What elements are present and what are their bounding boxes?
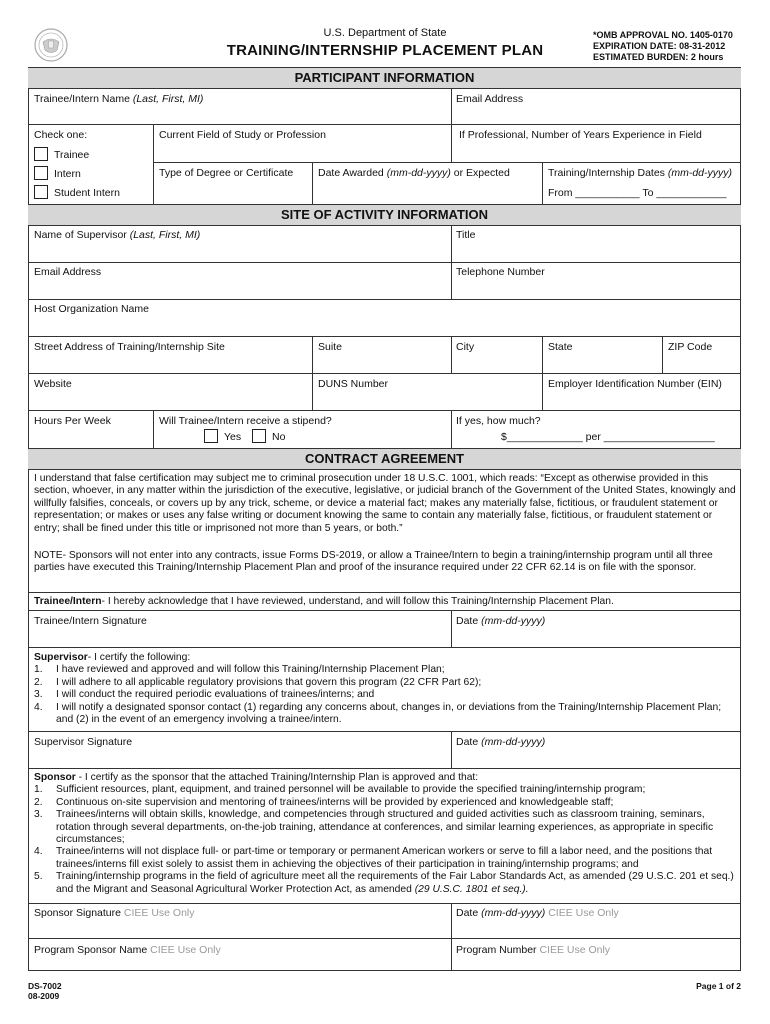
student-intern-option-label: Student Intern <box>54 187 120 199</box>
program-sponsor-label: Program Sponsor Name CIEE Use Only <box>34 944 221 956</box>
sponsor-cert-item <box>34 809 738 846</box>
sponsor-signature-label: Sponsor Signature CIEE Use Only <box>34 907 195 919</box>
sponsor-cert-item-number: 5. <box>34 871 43 883</box>
zip-label: ZIP Code <box>668 341 713 353</box>
sponsor-cert-item <box>34 846 738 871</box>
sponsor-cert-item-text: Sufficient resources, plant, equipment, and trained personnel will be available to provide the specified training/internship program; <box>56 784 646 796</box>
supervisor-cert-item <box>34 677 738 689</box>
supervisor-cert-item-text: I have reviewed and approved and will follow this Training/Internship Placement Plan; <box>56 664 445 676</box>
student-intern-checkbox[interactable] <box>34 185 48 199</box>
from-to-field[interactable]: From ___________ To ____________ <box>548 187 727 199</box>
supervisor-cert-item-number: 2. <box>34 676 43 688</box>
stipend-question-label: Will Trainee/Intern receive a stipend? <box>159 415 332 427</box>
supervisor-cert-item <box>34 664 738 676</box>
page-number: Page 1 of 2 <box>696 981 741 991</box>
contract-section-header: CONTRACT AGREEMENT <box>28 448 741 470</box>
form-id <box>28 981 62 1001</box>
trainee-checkbox[interactable] <box>34 147 48 161</box>
program-number-label: Program Number CIEE Use Only <box>456 944 611 956</box>
supervisor-cert-item-number: 4. <box>34 701 43 713</box>
city-label: City <box>456 341 475 353</box>
field-of-study-label: Current Field of Study or Profession <box>159 129 326 141</box>
sponsor-date-label: Date (mm-dd-yyyy) CIEE Use Only <box>456 907 619 919</box>
sponsor-cert-item-text: Trainee/interns will not displace full- or part-time or temporary or permanent American workers or serve to fill a labor need, and the positions that trainees/interns fill exist solely to assist them in achieving the objectives of their participation in training/internship programs; and <box>56 846 713 870</box>
duns-label: DUNS Number <box>318 378 389 390</box>
sponsor-certification: Sponsor - I certify as the sponsor that the attached Training/Internship Plan is approved and that: 1. Sufficient resources, plant, equipment, and trained personnel will be available to provide the specified training/internship program; 2. Continuous on-site supervision and mentoring of trainees/interns will be provided by experienced and knowledgeable staff; 3. Trainees/interns will obtain skills, knowledge, and competencies through structured and guided activities such as classroom training, seminars, rotation through several departments, on-the-job training, attendance at conferences, and similar learning experiences, as appropriate in specific circumstances; 4. Trainee/interns will not displace full- or part-time or temporary or permanent American workers or serve to fill a labor need, and the positions that trainees/interns fill exist solely to assist them in achieving the objectives of their participation in training/internship programs; and 5. Training/internship programs in the field of agriculture meet all the requirements of the Fair Labor Standards Act, as amended (29 U.S.C. 201 et seq.) and the Migrant and Seasonal Agricultural Worker Protection Act, as amended (29 U.S.C. 1801 et seq.). <box>34 772 738 896</box>
sponsor-cert-item <box>34 797 738 809</box>
supervisor-cert-item-number: 1. <box>34 664 43 676</box>
trainee-date-label: Date (mm-dd-yyyy) <box>456 615 546 627</box>
website-label: Website <box>34 378 72 390</box>
trainee-signature-label: Trainee/Intern Signature <box>34 615 147 627</box>
check-one-label: Check one: <box>34 129 88 141</box>
sponsor-cert-item-citation: (29 U.S.C. 1801 et seq.). <box>414 883 529 895</box>
trainee-acknowledgment: Trainee/Intern- I hereby acknowledge that I have reviewed, understand, and will follow this Training/Internship Placement Plan. <box>34 596 614 607</box>
supervisor-signature-label: Supervisor Signature <box>34 736 133 748</box>
sponsor-cert-item <box>34 871 738 896</box>
supervisor-cert-item <box>34 702 738 727</box>
form-number: DS-7002 <box>28 981 62 991</box>
stipend-no-label: No <box>272 431 286 443</box>
stipend-yes-checkbox[interactable] <box>204 429 218 443</box>
supervisor-name-label: Name of Supervisor (Last, First, MI) <box>34 229 201 241</box>
sponsor-cert-item-number: 2. <box>34 796 43 808</box>
trainee-option-label: Trainee <box>54 149 90 161</box>
sponsor-cert-item-number: 4. <box>34 846 43 858</box>
sponsor-cert-item-number: 3. <box>34 809 43 821</box>
stipend-amount-field[interactable]: $_____________ per ___________________ <box>501 431 715 443</box>
omb-approval: *OMB APPROVAL NO. 1405-0170 <box>593 30 733 40</box>
years-experience-label: If Professional, Number of Years Experience in Field <box>459 129 702 141</box>
stipend-no-checkbox[interactable] <box>252 429 266 443</box>
date-awarded-label: Date Awarded (mm-dd-yyyy) or Expected <box>318 167 510 179</box>
site-section-header: SITE OF ACTIVITY INFORMATION <box>28 204 741 226</box>
supervisor-cert-item <box>34 689 738 701</box>
supervisor-cert-item-text: I will notify a designated sponsor contact (1) regarding any concerns about, changes in, or deviations from the Training/Internship Placement Plan; and (2) in the event of an emergency involving a trainee/intern. <box>56 701 722 726</box>
sponsor-cert-item-text: Continuous on-site supervision and mentoring of trainees/interns will be provided by experienced and knowledgeable staff; <box>56 796 614 808</box>
program-dates-label: Training/Internship Dates (mm-dd-yyyy) <box>548 167 733 179</box>
supervisor-cert-item-number: 3. <box>34 689 43 701</box>
participant-section-header: PARTICIPANT INFORMATION <box>28 67 741 89</box>
degree-type-label: Type of Degree or Certificate <box>159 167 294 179</box>
form-title: TRAINING/INTERNSHIP PLACEMENT PLAN <box>226 42 544 59</box>
trainee-email-label: Email Address <box>456 93 524 105</box>
street-address-label: Street Address of Training/Internship Site <box>34 341 225 353</box>
hours-per-week-label: Hours Per Week <box>34 415 111 427</box>
telephone-label: Telephone Number <box>456 266 545 278</box>
ein-label: Employer Identification Number (EIN) <box>548 378 722 390</box>
intern-option-label: Intern <box>54 168 81 180</box>
omb-info <box>593 30 733 63</box>
supervisor-date-label: Date (mm-dd-yyyy) <box>456 736 546 748</box>
supervisor-certification: Supervisor- I certify the following: 1. I have reviewed and approved and will follow this Training/Internship Placement Plan; 2. I will adhere to all applicable regulatory provisions that govern this program (22 CFR Part 62); 3. I will conduct the required periodic evaluations of trainees/interns; and 4. I will notify a designated sponsor contact (1) regarding any concerns about, changes in, or deviations from the Training/Internship Placement Plan; and (2) in the event of an emergency involving a trainee/intern. <box>34 652 738 726</box>
host-organization-label: Host Organization Name <box>34 303 149 315</box>
state-label: State <box>548 341 573 353</box>
sponsor-cert-item-number: 1. <box>34 784 43 796</box>
sponsor-note: NOTE- Sponsors will not enter into any contracts, issue Forms DS-2019, or allow a Trainee/Intern to begin a training/internship program until all three parties have executed this Training/Internship Placement Plan and proof of the insurance required under 22 CFR 62.14 is on file with the sponsor. <box>34 550 713 574</box>
sponsor-cert-item <box>34 784 738 796</box>
expiration-date: EXPIRATION DATE: 08-31-2012 <box>593 41 726 51</box>
estimated-burden: ESTIMATED BURDEN: 2 hours <box>593 52 724 62</box>
trainee-name-label: Trainee/Intern Name (Last, First, MI) <box>34 93 204 105</box>
site-email-label: Email Address <box>34 266 102 278</box>
intern-checkbox[interactable] <box>34 166 48 180</box>
suite-label: Suite <box>318 341 342 353</box>
department-name: U.S. Department of State <box>323 27 447 39</box>
how-much-label: If yes, how much? <box>456 415 541 427</box>
certification-text: I understand that false certification may subject me to criminal prosecution under 18 U.S.C. 1001, which reads: “Except as otherwise provided in this section, whoever, in any matter within the jurisdiction of the executive, legislative, or judicial branch of the Government of the United States, knowingly and willfully falsifies, conceals, or covers up by any trick, scheme, or device a material fact; makes any materially false, fictitious, or fraudulent statement or representation; or makes or uses any false writing or document knowing the same to contain any materially false, fictitious, or fraudulent statement or entry; shall be fined under this title or imprisoned not more than 5 years, or both.” <box>34 473 736 534</box>
supervisor-cert-item-text: I will adhere to all applicable regulatory provisions that govern this program (22 CFR Part 62); <box>56 676 482 688</box>
supervisor-title-label: Title <box>456 229 476 241</box>
stipend-yes-label: Yes <box>224 431 242 443</box>
supervisor-cert-item-text: I will conduct the required periodic evaluations of trainees/interns; and <box>56 689 375 701</box>
sponsor-cert-item-text: Training/internship programs in the field of agriculture meet all the requirements of the Fair Labor Standards Act, as amended (29 U.S.C. 201 et seq.) and the Migrant and Seasonal Agricultural Worker Protection Act, as amended <box>56 871 734 895</box>
form-date: 08-2009 <box>28 991 60 1001</box>
sponsor-cert-item-text: Trainees/interns will obtain skills, knowledge, and competencies through structured and guided activities such as classroom training, seminars, rotation through several departments, on-the-job training, attendance at conferences, and similar learning experiences, as appropriate in specific circumstances; <box>56 809 714 846</box>
